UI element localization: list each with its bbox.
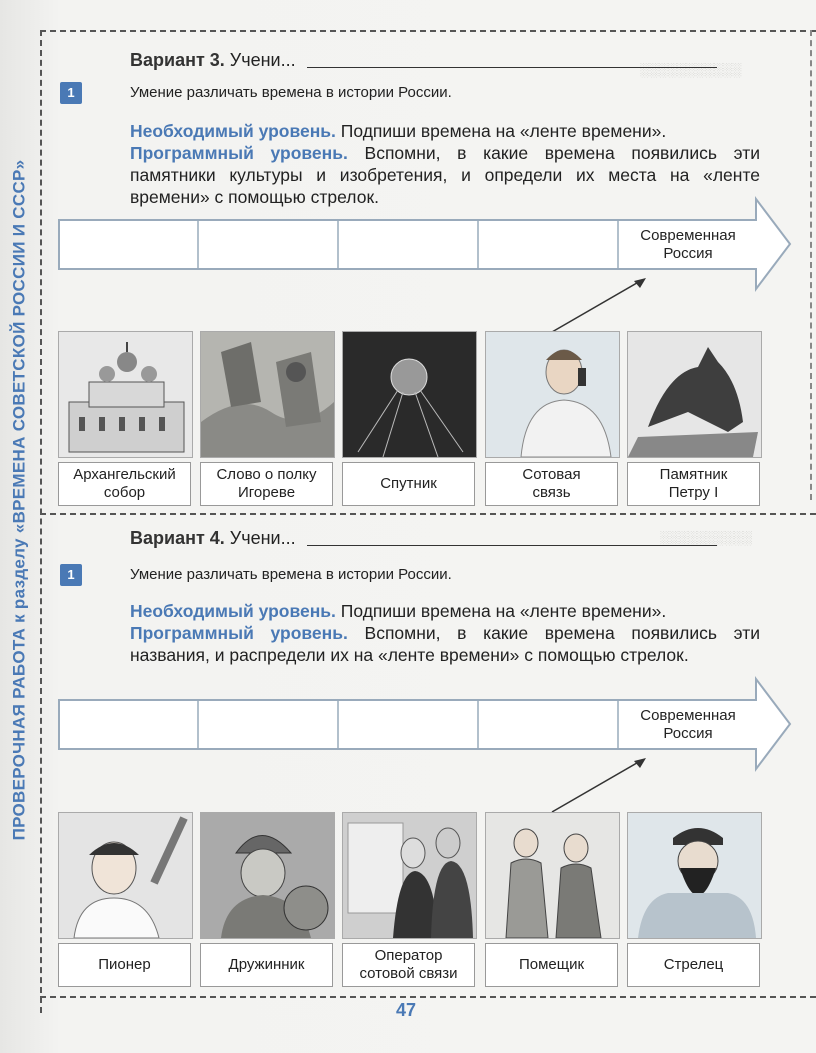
- streltsy-image: [627, 812, 762, 939]
- timeline-arrow: [58, 196, 793, 296]
- sputnik-image: [342, 331, 477, 458]
- dashed-cut-line: [40, 513, 816, 515]
- caption-box: Памятник Петру I: [627, 462, 760, 506]
- bleed-through-text: ░░░░░░░░░░: [660, 530, 753, 545]
- warrior-image: [200, 812, 335, 939]
- pioneer-image: [58, 812, 193, 939]
- task-text: [130, 120, 760, 208]
- page-number: 47: [396, 1000, 417, 1020]
- caption-box: Архангельский собор: [58, 462, 191, 506]
- level-1-label: Необходимый уровень.: [130, 121, 336, 141]
- level-1-label: Необходимый уровень.: [130, 601, 336, 621]
- caption-box: Стрелец: [627, 943, 760, 987]
- dashed-top-line: [40, 30, 816, 32]
- timeline-label-modern-russia: Современная Россия: [640, 707, 736, 742]
- student-name-line[interactable]: [307, 67, 717, 68]
- student-name-line[interactable]: [307, 545, 717, 546]
- level-1-text: Подпиши времена на «ленте времени».: [340, 601, 667, 621]
- level-2-label: Программный уровень.: [130, 623, 348, 643]
- bleed-through-text: ░░░░░░░░░░░: [640, 62, 742, 77]
- level-2-text: Вспомни, в какие времена появились эти памятники культуры и изобретения, и определи их места на «ленте времени» с помощью стрелок.: [130, 143, 760, 207]
- dashed-margin-line: [40, 30, 42, 1013]
- caption-box: Сотовая связь: [485, 462, 618, 506]
- mobile-phone-user-image: [485, 331, 620, 458]
- caption-box: Помещик: [485, 943, 618, 987]
- caption-box: Оператор сотовой связи: [342, 943, 475, 987]
- sidebar-title: ПРОВЕРОЧНАЯ РАБОТА к разделу «ВРЕМЕНА СОВЕТСКОЙ РОССИИ И СССР»: [9, 159, 29, 841]
- dashed-bottom-line: [40, 996, 816, 998]
- task-number-badge: 1: [60, 82, 82, 104]
- task-text: [130, 600, 760, 666]
- example-arrow: [540, 270, 660, 340]
- skill-statement: Умение различать времена в истории России.: [130, 84, 452, 101]
- skill-statement: Умение различать времена в истории России.: [130, 566, 452, 583]
- landowner-image: [485, 812, 620, 939]
- variant-3-header: Вариант 3. Учени...: [130, 50, 717, 71]
- timeline-arrow: [58, 676, 793, 776]
- task-number-badge: 1: [60, 564, 82, 586]
- example-arrow: [540, 750, 660, 820]
- phone-operator-image: [342, 812, 477, 939]
- dashed-right-line: [810, 30, 812, 500]
- caption-box: Дружинник: [200, 943, 333, 987]
- caption-box: Пионер: [58, 943, 191, 987]
- level-1-text: Подпиши времена на «ленте времени».: [340, 121, 667, 141]
- slovo-illustration-image: [200, 331, 335, 458]
- caption-box: Спутник: [342, 462, 475, 506]
- cathedral-image: [58, 331, 193, 458]
- timeline-label-modern-russia: Современная Россия: [640, 227, 736, 262]
- peter-monument-image: [627, 331, 762, 458]
- variant-4-header: Вариант 4. Учени...: [130, 528, 717, 549]
- level-2-text: Вспомни, в какие времена появились эти названия, и распредели их на «ленте времени» с помощью стрелок.: [130, 623, 760, 665]
- caption-box: Слово о полку Игореве: [200, 462, 333, 506]
- level-2-label: Программный уровень.: [130, 143, 348, 163]
